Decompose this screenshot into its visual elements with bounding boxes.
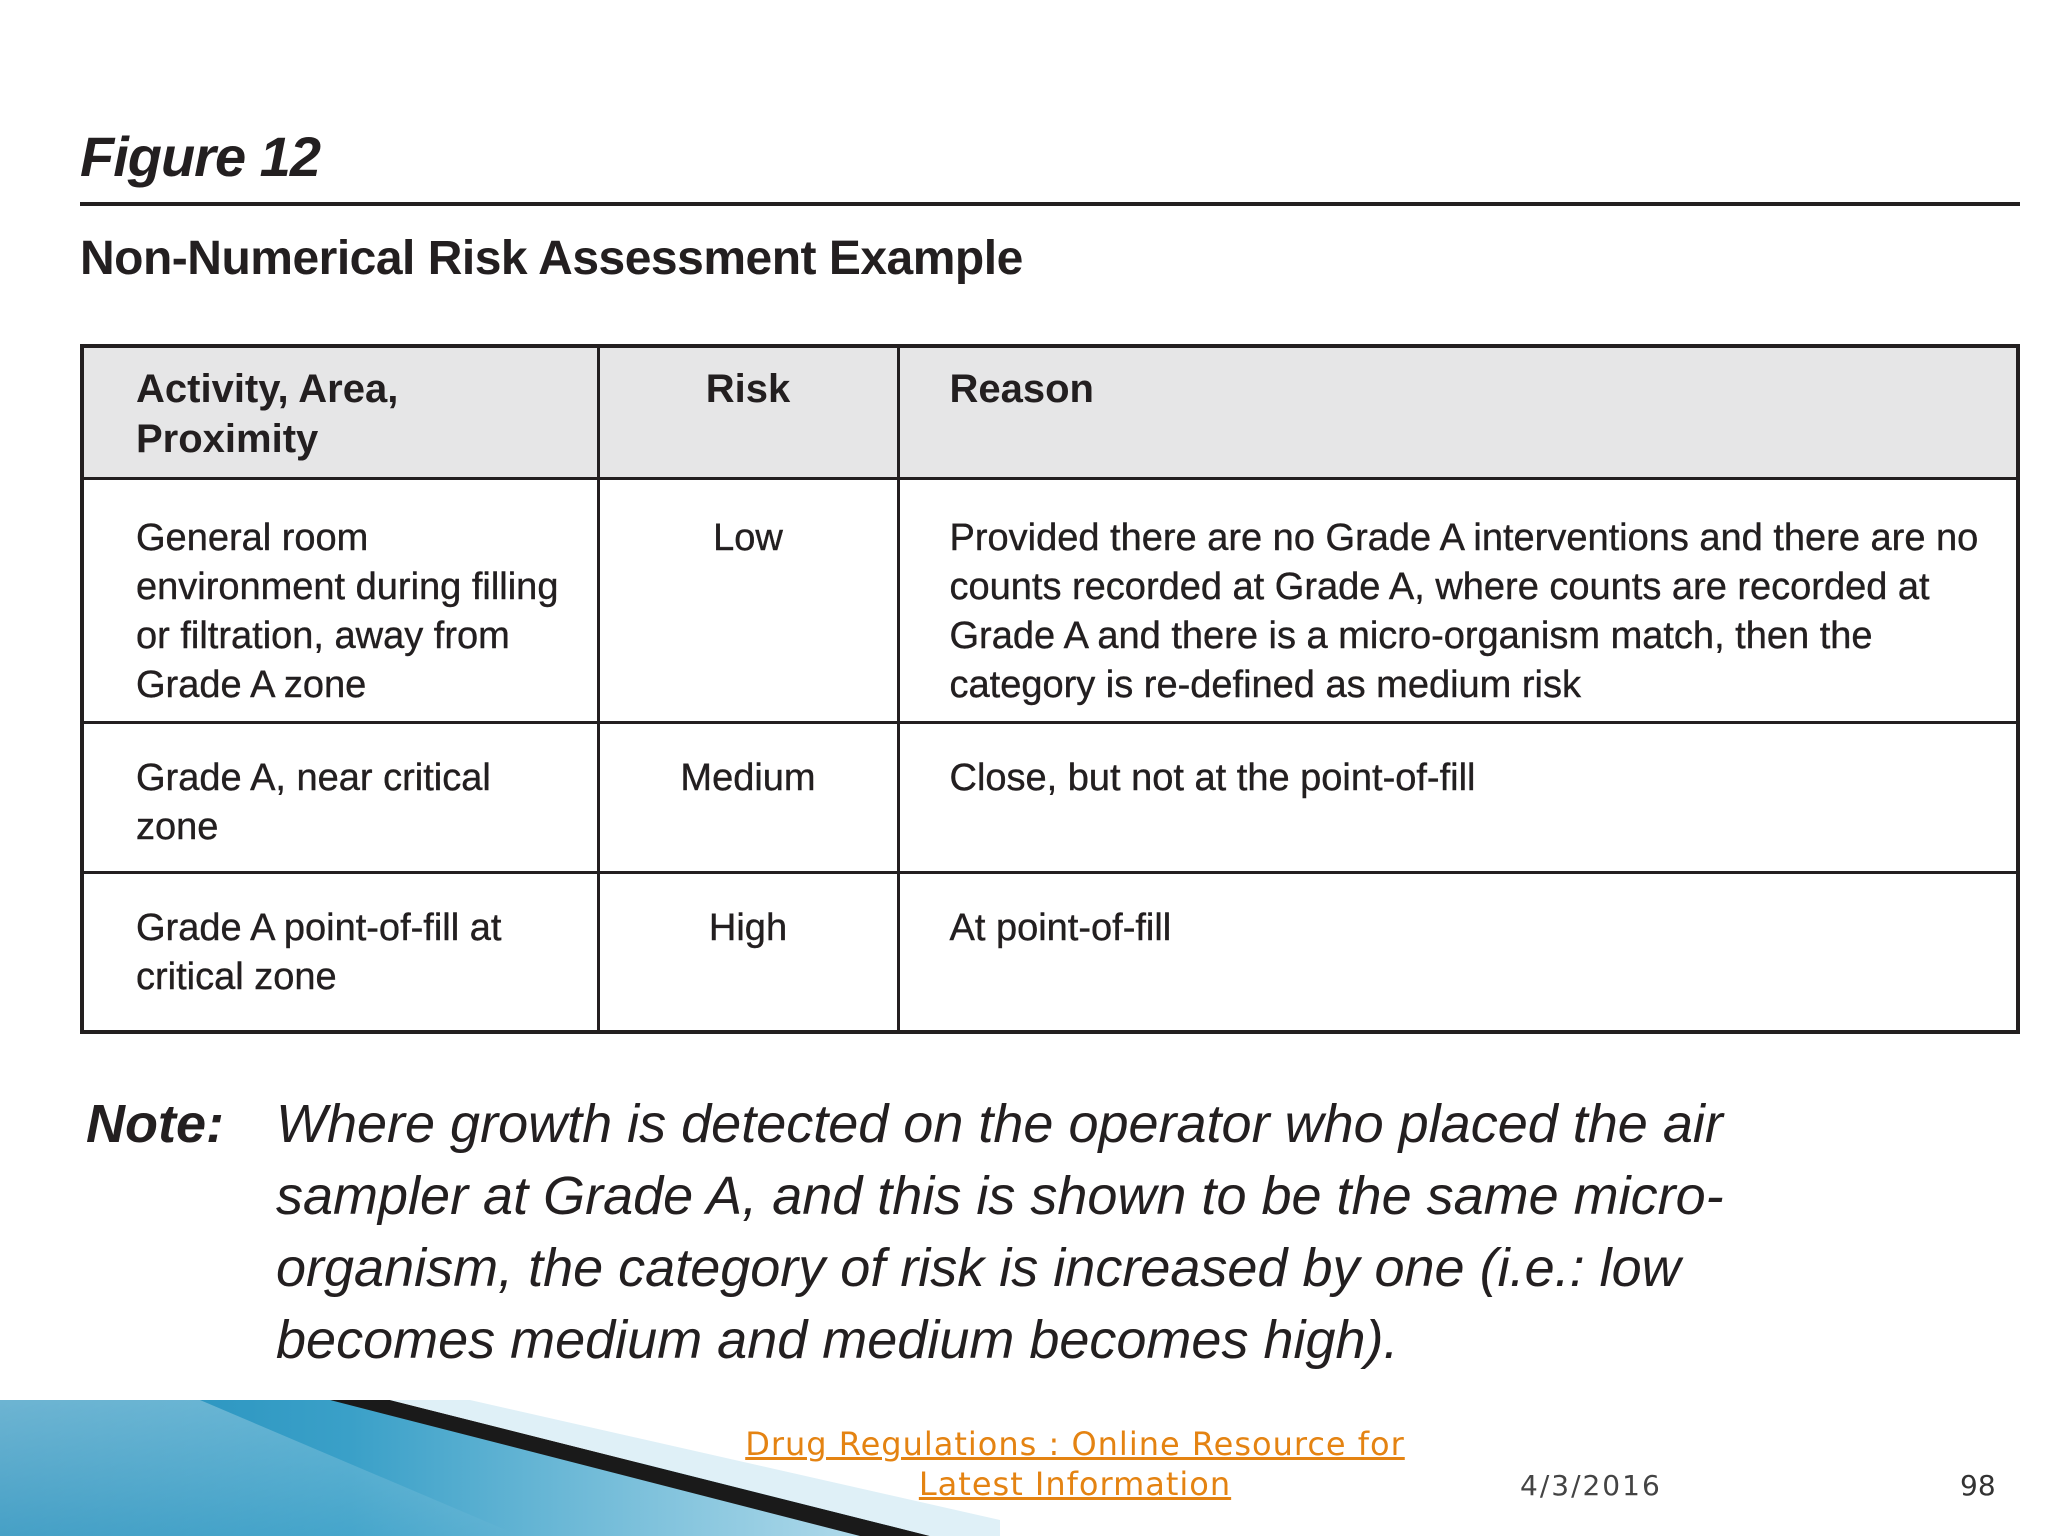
footer-link[interactable]: Drug Regulations : Online Resource for Latest Information xyxy=(745,1425,1405,1503)
risk-assessment-table xyxy=(80,344,2020,1034)
header-risk: Risk xyxy=(598,348,898,478)
header-activity: Activity, Area, Proximity xyxy=(84,348,598,478)
activity-cell: General room environment during filling or filtration, away from Grade A zone xyxy=(84,478,598,722)
footer-date: 4/3/2016 xyxy=(1520,1469,1662,1502)
risk-cell: Low xyxy=(598,478,898,722)
title-divider xyxy=(80,202,2020,206)
reason-cell: Close, but not at the point-of-fill xyxy=(898,722,2016,872)
risk-cell: High xyxy=(598,872,898,1030)
page-number: 98 xyxy=(1960,1469,1996,1502)
activity-cell: Grade A point-of-fill at critical zone xyxy=(84,872,598,1030)
figure-subtitle: Non-Numerical Risk Assessment Example xyxy=(80,232,1023,285)
table-row xyxy=(84,478,2016,722)
reason-cell: At point-of-fill xyxy=(898,872,2016,1030)
activity-cell: Grade A, near critical zone xyxy=(84,722,598,872)
table-header-row xyxy=(84,348,2016,478)
note-label: Note: xyxy=(86,1094,224,1154)
figure-title: Figure 12 xyxy=(80,125,320,188)
risk-cell: Medium xyxy=(598,722,898,872)
reason-cell: Provided there are no Grade A interventions and there are no counts recorded at Grade A, where counts are recorded at Grade A and there is a micro-organism match, then the category is re-defined as medium risk xyxy=(898,478,2016,722)
table-row xyxy=(84,722,2016,872)
header-reason: Reason xyxy=(898,348,2016,478)
table-row xyxy=(84,872,2016,1030)
note-text: Where growth is detected on the operator who placed the air sampler at Grade A, and this is shown to be the same micro-organism, the category of risk is increased by one (i.e.: low becomes medium and medium becomes high). xyxy=(276,1094,1724,1370)
